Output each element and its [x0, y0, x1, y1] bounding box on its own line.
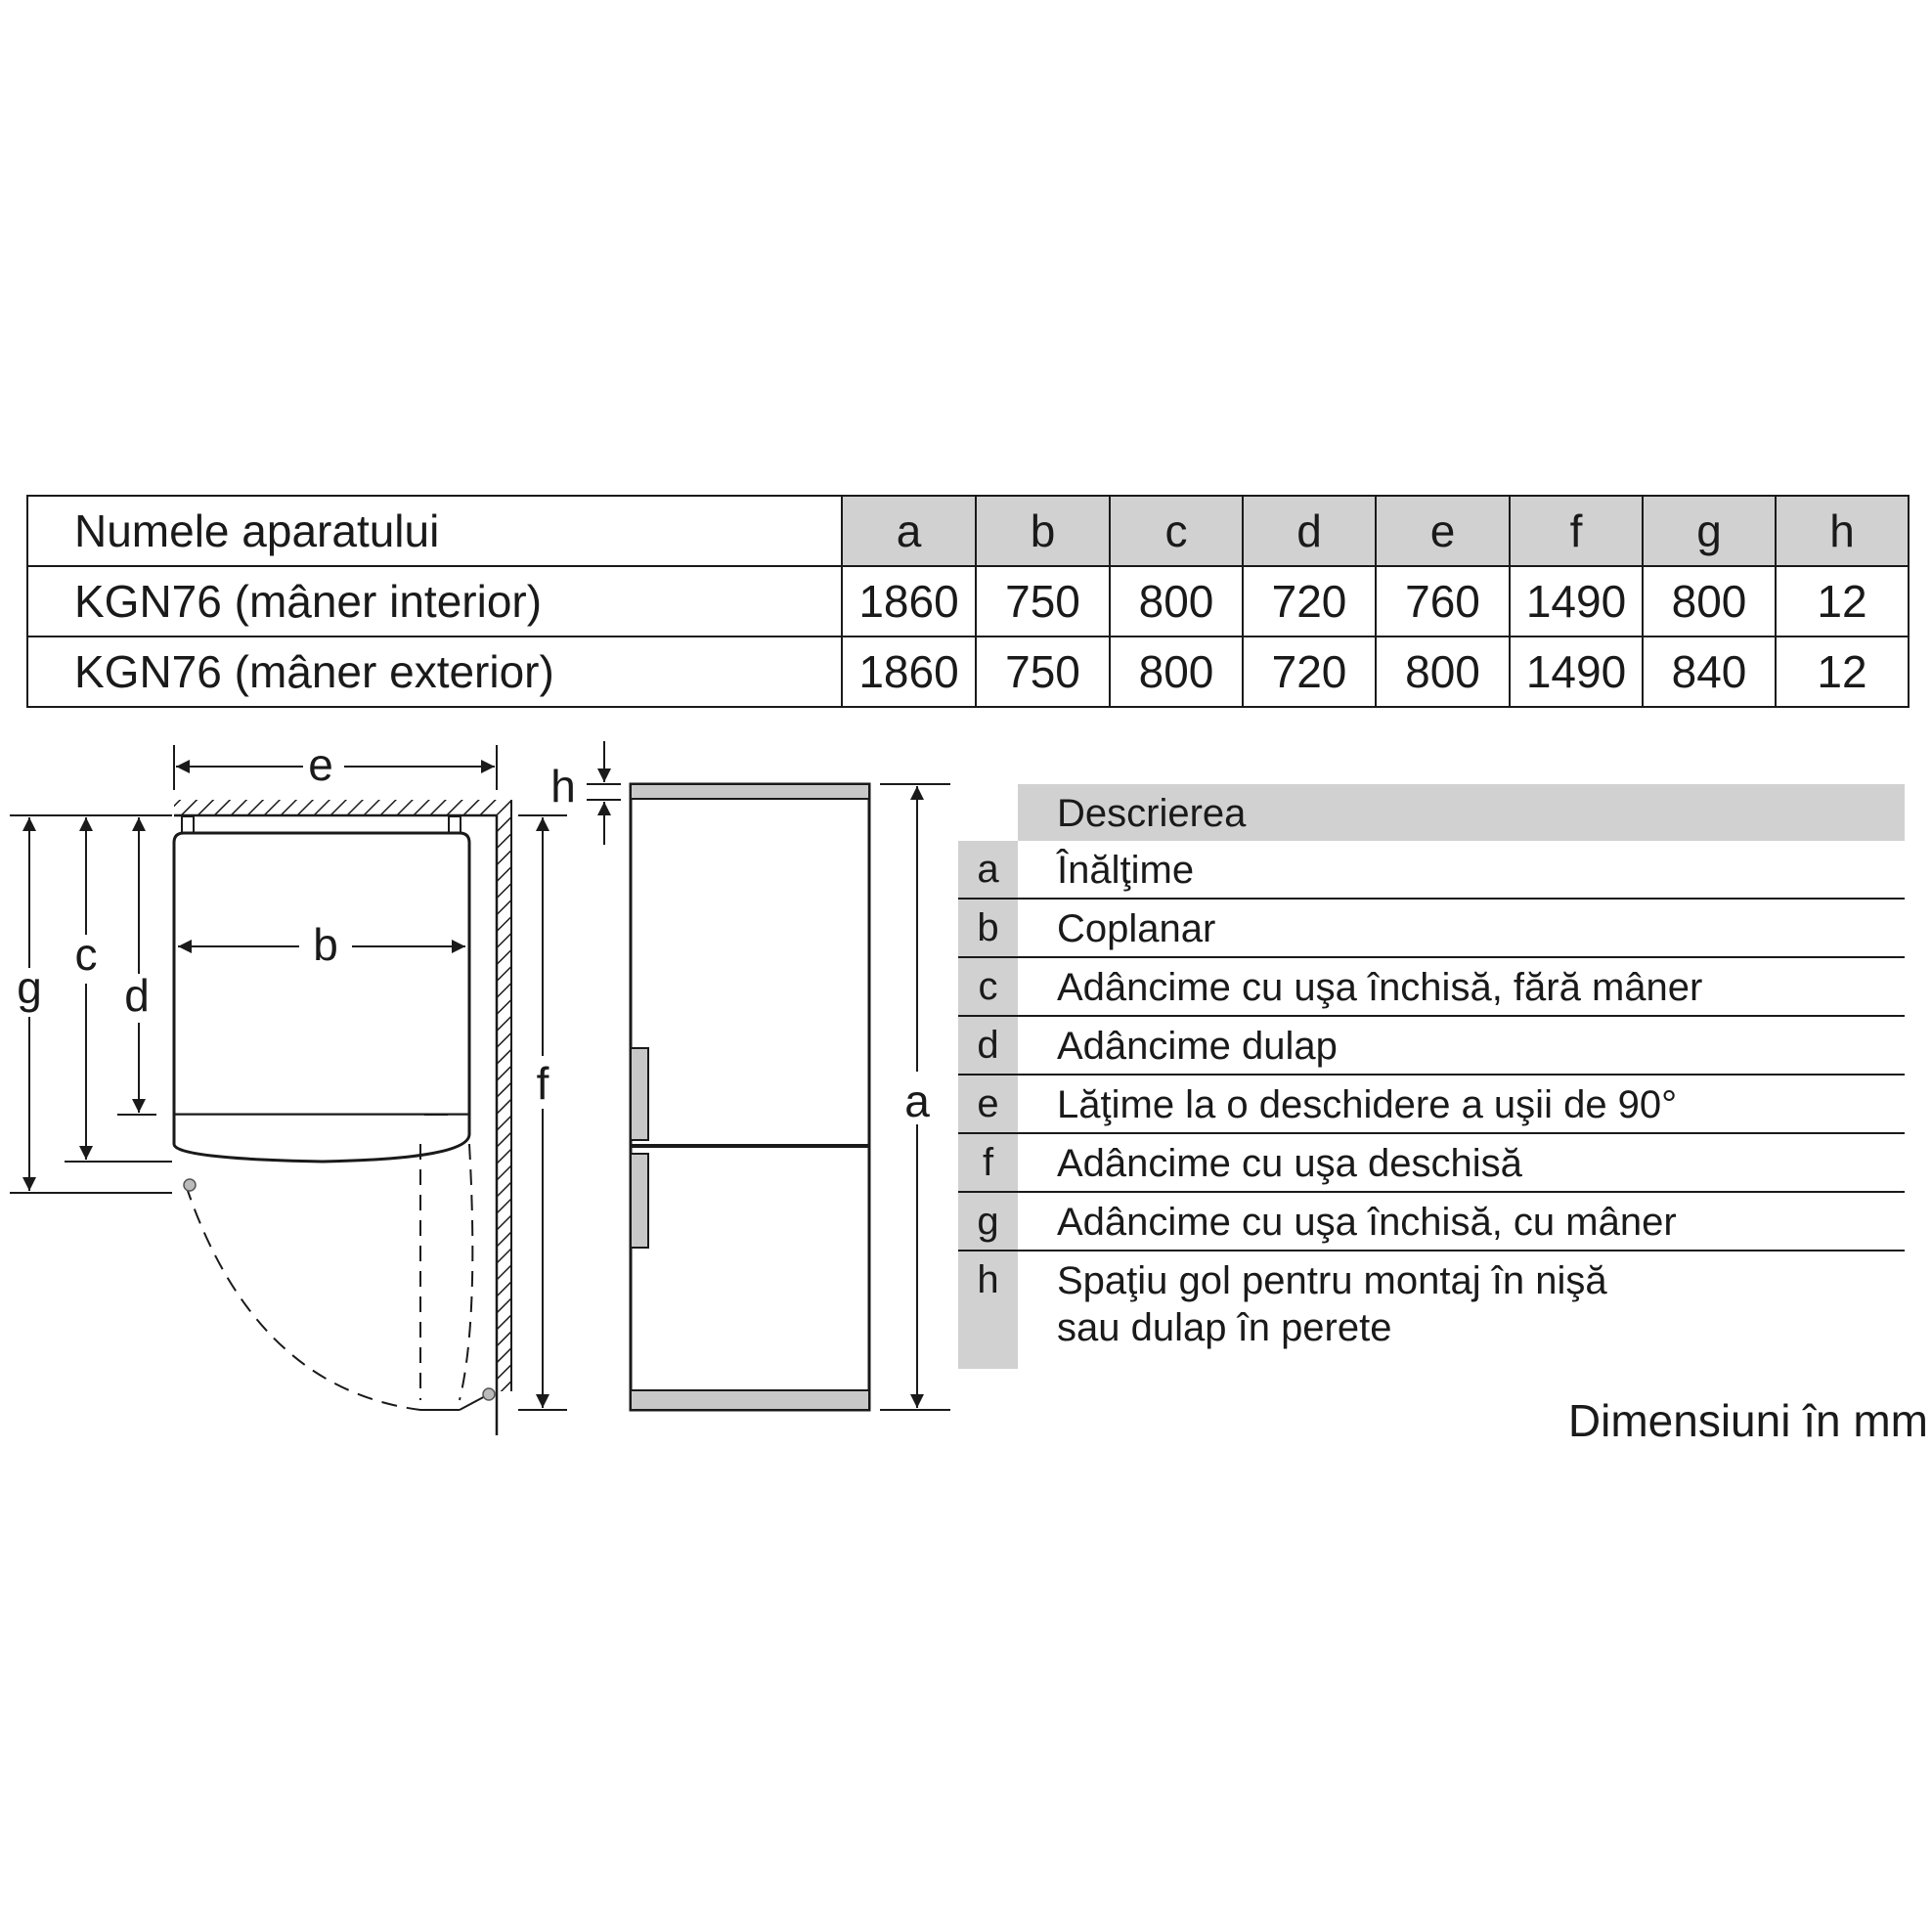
dimension-a [880, 784, 950, 1410]
header-col-e: e [1376, 496, 1510, 566]
label-c: c [74, 929, 98, 980]
header-col-c: c [1110, 496, 1243, 566]
header-col-a: a [842, 496, 976, 566]
dimension-c [65, 817, 172, 1162]
table-cell: 1490 [1510, 637, 1643, 707]
table-cell: 720 [1243, 566, 1376, 637]
legend-description: Lăţime la o deschidere a uşii de 90° [1057, 1083, 1678, 1126]
table-cell: 12 [1776, 566, 1909, 637]
legend-header [958, 784, 1905, 841]
legend-item [958, 1017, 1905, 1076]
label-e: e [308, 739, 333, 790]
legend-description: Adâncime cu uşa închisă, cu mâner [1057, 1201, 1677, 1244]
header-col-h: h [1776, 496, 1909, 566]
table-cell: 750 [976, 637, 1110, 707]
label-a: a [904, 1076, 930, 1126]
legend-key: a [958, 841, 1018, 898]
fridge-top-view [174, 816, 495, 1410]
dimension-e [174, 739, 497, 790]
table-cell: 760 [1376, 566, 1510, 637]
legend-key: h [958, 1251, 1018, 1369]
table-cell: 750 [976, 566, 1110, 637]
legend-description: Înălţime [1057, 849, 1195, 892]
header-col-b: b [976, 496, 1110, 566]
legend-item [958, 841, 1905, 900]
legend-item [958, 1076, 1905, 1134]
legend-key: d [958, 1017, 1018, 1074]
table-cell: 800 [1110, 566, 1243, 637]
fridge-front-view [631, 784, 869, 1410]
legend-key: b [958, 900, 1018, 956]
legend-description: Adâncime cu uşa închisă, fără mâner [1057, 966, 1703, 1009]
table-cell: 1860 [842, 637, 976, 707]
table-cell: 800 [1643, 566, 1776, 637]
legend-description: Adâncime cu uşa deschisă [1057, 1142, 1522, 1185]
row-model-name: KGN76 (mâner interior) [27, 566, 842, 637]
label-b: b [313, 919, 338, 970]
legend-description: Adâncime dulap [1057, 1025, 1338, 1068]
legend-table [958, 784, 1905, 1369]
legend-item [958, 958, 1905, 1017]
table-cell: 800 [1376, 637, 1510, 707]
legend-item [958, 1134, 1905, 1193]
row-model-name: KGN76 (mâner exterior) [27, 637, 842, 707]
table-cell: 840 [1643, 637, 1776, 707]
header-appliance-name: Numele aparatului [27, 496, 842, 566]
dimension-h [550, 741, 621, 845]
label-d: d [124, 970, 150, 1021]
header-col-f: f [1510, 496, 1643, 566]
legend-key: e [958, 1076, 1018, 1132]
table-row [27, 637, 1909, 707]
table-cell: 1490 [1510, 566, 1643, 637]
table-cell: 1860 [842, 566, 976, 637]
label-g: g [17, 962, 42, 1013]
legend-title: Descrierea [1057, 792, 1247, 835]
dimension-d [117, 817, 156, 1115]
legend-item [958, 1251, 1905, 1369]
legend-key: f [958, 1134, 1018, 1191]
table-row [27, 566, 1909, 637]
dimensions-table [26, 495, 1910, 708]
legend-key: c [958, 958, 1018, 1015]
legend-description: Spaţiu gol pentru montaj în nişă sau dulap în perete [1057, 1259, 1607, 1349]
legend-item [958, 1193, 1905, 1251]
table-cell: 800 [1110, 637, 1243, 707]
header-col-g: g [1643, 496, 1776, 566]
fridge-dimension-drawing [0, 724, 958, 1447]
table-header-row [27, 496, 1909, 566]
legend-description: Coplanar [1057, 907, 1216, 950]
table-cell: 720 [1243, 637, 1376, 707]
label-h: h [550, 761, 576, 812]
units-note: Dimensiuni în mm [1567, 1395, 1928, 1446]
header-col-d: d [1243, 496, 1376, 566]
legend-key: g [958, 1193, 1018, 1250]
dimension-f [518, 815, 567, 1410]
label-f: f [536, 1058, 549, 1109]
legend-item [958, 900, 1905, 958]
table-cell: 12 [1776, 637, 1909, 707]
